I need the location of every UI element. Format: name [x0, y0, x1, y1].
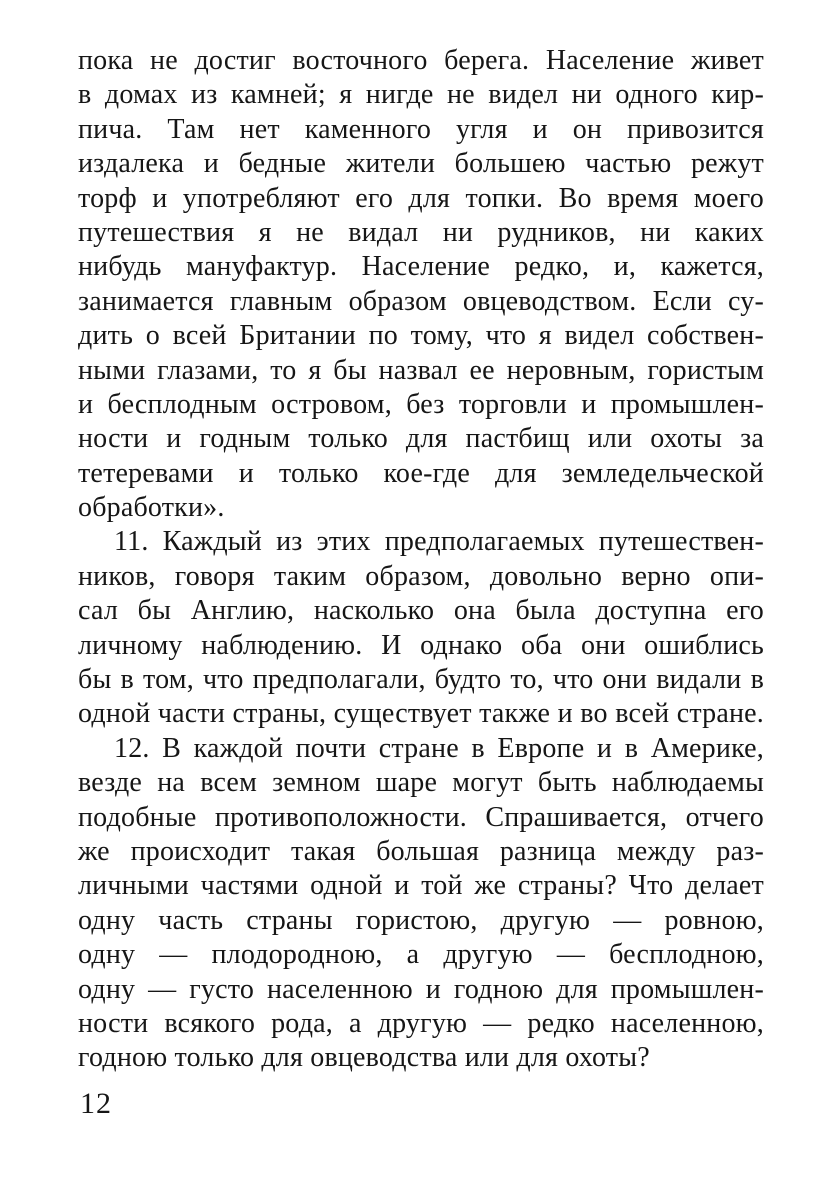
text-line: пича. Там нет каменного угля и он привозится — [78, 113, 764, 145]
paragraph-3 — [78, 732, 764, 1076]
paragraph-1 — [78, 44, 764, 525]
text-line: сал бы Англию, насколько она была доступна его — [78, 595, 764, 627]
page-text — [78, 44, 764, 1076]
text-line: одной части страны, существует также и во всей стране. — [78, 698, 764, 730]
text-line: и бесплодным островом, без торговли и промышлен- — [78, 388, 764, 420]
text-line: одну — густо населенною и годною для промышлен- — [78, 973, 764, 1005]
text-line: издалека и бедные жители большею частью режут — [78, 148, 764, 180]
text-line: годною только для овцеводства или для охоты? — [78, 1042, 650, 1074]
text-line: пока не достиг восточного берега. Население живет — [78, 45, 764, 76]
text-line: путешествия я не видал ни рудников, ни каких — [78, 216, 764, 248]
text-line: личными частями одной и той же страны? Что делает — [78, 870, 764, 902]
text-line: подобные противоположности. Спрашивается, отчего — [78, 801, 764, 833]
paragraph-2 — [78, 525, 764, 731]
text-line: 12. В каждой почти стране в Европе и в Америке, — [114, 732, 764, 764]
text-line: ными глазами, то я бы назвал ее неровным, гористым — [78, 354, 764, 386]
page-number: 12 — [80, 1087, 112, 1120]
text-line: занимается главным образом овцеводством. Если су- — [78, 285, 764, 317]
text-line: в домах из камней; я нигде не видел ни одного кир- — [78, 79, 764, 111]
text-line: дить о всей Британии по тому, что я видел собствен- — [78, 320, 764, 352]
text-line: одну часть страны гористою, другую — ровною, — [78, 904, 764, 936]
text-line: 11. Каждый из этих предполагаемых путешествен- — [114, 526, 764, 558]
text-line: ности всякого рода, а другую — редко населенною, — [78, 1007, 764, 1039]
text-line: торф и употребляют его для топки. Во время моего — [78, 182, 764, 214]
text-line: ников, говоря таким образом, довольно верно опи- — [78, 560, 764, 592]
text-line: везде на всем земном шаре могут быть наблюдаемы — [78, 767, 764, 799]
text-line: же происходит такая большая разница между раз- — [78, 835, 764, 867]
text-line: личному наблюдению. И однако оба они ошиблись — [78, 629, 764, 661]
text-line: бы в том, что предполагали, будто то, что они видали в — [78, 664, 764, 696]
text-line: нибудь мануфактур. Население редко, и, кажется, — [78, 251, 764, 283]
text-line: одну — плодородною, а другую — бесплодною, — [78, 939, 764, 971]
text-line: ности и годным только для пастбищ или охоты за — [78, 423, 764, 455]
text-line: обработки». — [78, 492, 225, 524]
text-line: тетеревами и только кое-где для земледельческой — [78, 457, 764, 489]
